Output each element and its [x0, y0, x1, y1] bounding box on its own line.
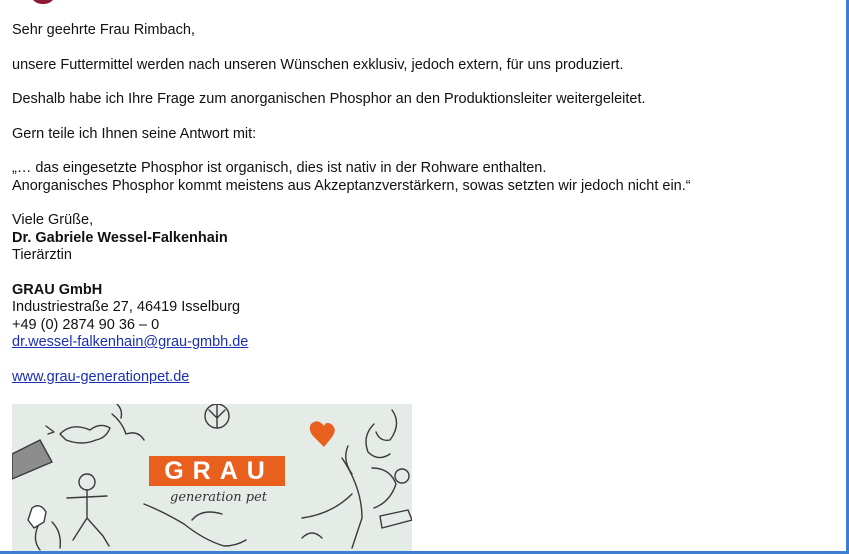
signature-role: Tierärztin: [12, 247, 72, 263]
quote-line-1: „… das eingesetzte Phosphor ist organisch, dies ist nativ in der Rohware enthalten.: [12, 160, 547, 176]
paragraph-2: Deshalb habe ich Ihre Frage zum anorganischen Phosphor an den Produktionsleiter weitergeleitet.: [12, 91, 646, 107]
greeting: Sehr geehrte Frau Rimbach,: [12, 22, 195, 38]
company-banner[interactable]: [12, 404, 412, 551]
quote-line-2: Anorganisches Phosphor kommt meistens aus Akzeptanzverstärkern, sowas setzten wir jedoch nicht ein.“: [12, 177, 691, 194]
logo-fragment: [30, 0, 56, 4]
paragraph-1: unsere Futtermittel werden nach unseren Wünschen exklusiv, jedoch extern, für uns produziert.: [12, 56, 624, 73]
brand-logo: GRAU: [149, 456, 285, 486]
email-body: [12, 22, 832, 386]
company-phone: +49 (0) 2874 90 36 – 0: [12, 316, 160, 333]
email-link[interactable]: dr.wessel-falkenhain@grau-gmbh.de: [12, 334, 249, 350]
company-address: Industriestraße 27, 46419 Isselburg: [12, 299, 241, 315]
closing: Viele Grüße,: [12, 212, 94, 228]
website-link[interactable]: www.grau-generationpet.de: [12, 368, 190, 385]
paragraph-3: Gern teile ich Ihnen seine Antwort mit:: [12, 125, 257, 142]
brand-tagline: generation pet: [170, 490, 267, 505]
company-name: GRAU GmbH: [12, 281, 103, 298]
signature-name: Dr. Gabriele Wessel-Falkenhain: [12, 229, 228, 246]
